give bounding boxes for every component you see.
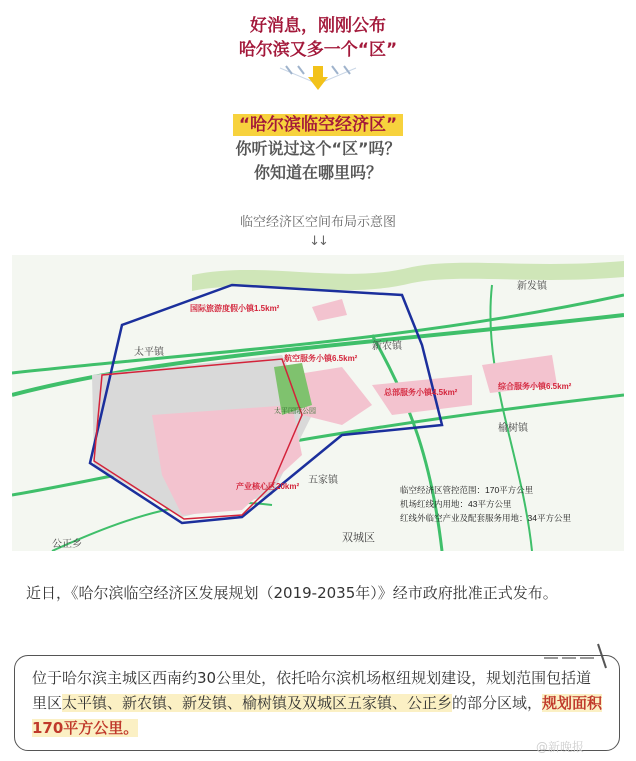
question-1: 你听说过这个“区”吗？ <box>235 139 401 158</box>
label-tourism-town: 国际旅游度假小镇1.5km² <box>190 304 280 313</box>
label-wujia: 五家镇 <box>308 475 338 486</box>
label-gongzheng: 公正乡 <box>52 539 82 550</box>
legend-line-1: 临空经济区管控范围：170平方公里 <box>400 485 534 495</box>
label-airport-park: 太平国际公园 <box>274 408 316 415</box>
label-xinnong: 新农镇 <box>372 341 402 352</box>
caption-arrows: ↓↓ <box>309 234 327 249</box>
zone-map <box>12 255 624 551</box>
label-aviation-service-town: 航空服务小镇6.5km² <box>284 354 358 363</box>
down-arrow-icon <box>278 62 358 96</box>
info-card-text: 位于哈尔滨主城区西南约30公里处，依托哈尔滨机场枢纽规划建设，规划范围包括道里区太平镇、新农镇、新发镇、榆树镇及双城区五家镇、公正乡的部分区域，规划面积170平方公里。 <box>32 669 603 737</box>
question-2: 你知道在哪里吗？ <box>253 163 382 182</box>
headline-line1: 好消息，刚刚公布 <box>250 16 386 36</box>
label-taiping: 太平镇 <box>134 347 164 358</box>
area-highlight: 规划面积170平方公里。 <box>32 694 603 737</box>
label-yushu: 榆树镇 <box>498 423 528 434</box>
label-integrated-service-town: 综合服务小镇6.5km² <box>498 382 572 391</box>
headline-line2: 哈尔滨又多一个“区” <box>238 40 398 60</box>
towns-highlight: 太平镇、新农镇、新发镇、榆树镇及双城区五家镇、公正乡 <box>62 694 453 712</box>
label-industry-core: 产业核心区20km² <box>236 482 300 491</box>
map-caption: 临空经济区空间布局示意图 <box>239 215 396 230</box>
label-shuangcheng: 双城区 <box>342 532 375 544</box>
legend-line-3: 红线外临空产业及配套服务用地：34平方公里 <box>400 513 571 523</box>
watermark: @新晚报 <box>536 740 585 754</box>
label-hq-service-town: 总部服务小镇4.5km² <box>384 388 458 397</box>
label-xinfa: 新发镇 <box>517 281 547 292</box>
zone-title: “哈尔滨临空经济区” <box>0 110 636 135</box>
intro-paragraph: 近日，《哈尔滨临空经济区发展规划（2019-2035年）》经市政府批准正式发布。 <box>26 584 558 602</box>
legend-line-2: 机场红线内用地：43平方公里 <box>400 499 512 509</box>
